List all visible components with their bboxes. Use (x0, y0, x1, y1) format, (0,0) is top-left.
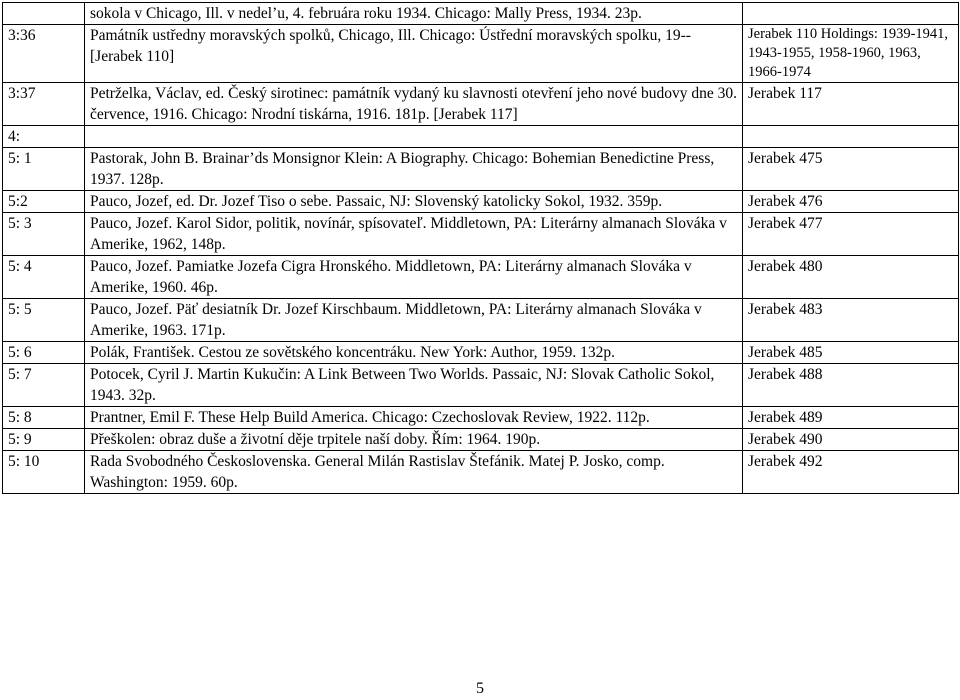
row-note: Jerabek 476 (743, 191, 959, 213)
row-number: 5: 8 (3, 407, 85, 429)
row-entry: Pauco, Jozef. Karol Sidor, politik, novínár, spísovateľ. Middletown, PA: Literárny almanach Slováka v Amerike, 1962, 148p. (85, 213, 743, 256)
row-note: Jerabek 480 (743, 256, 959, 299)
table-row (3, 407, 959, 429)
row-note (743, 126, 959, 148)
row-number: 5: 10 (3, 451, 85, 494)
row-number: 5: 6 (3, 342, 85, 364)
table-row (3, 364, 959, 407)
row-number: 5: 1 (3, 148, 85, 191)
table-row (3, 126, 959, 148)
row-entry: Pastorak, John B. Brainar’ds Monsignor Klein: A Biography. Chicago: Bohemian Benedictine Press, 1937. 128p. (85, 148, 743, 191)
row-entry: Potocek, Cyril J. Martin Kukučin: A Link Between Two Worlds. Passaic, NJ: Slovak Catholic Sokol, 1943. 32p. (85, 364, 743, 407)
row-note: Jerabek 489 (743, 407, 959, 429)
table-row (3, 299, 959, 342)
row-number: 5: 5 (3, 299, 85, 342)
row-entry: Petrželka, Václav, ed. Český sirotinec: památník vydaný ku slavnosti otevření jeho nové budovy dne 30. července, 1916. Chicago: Nrodní tiskárna, 1916. 181p. [Jerabek 117] (85, 83, 743, 126)
row-number: 3:37 (3, 83, 85, 126)
row-number: 5:2 (3, 191, 85, 213)
table-row (3, 83, 959, 126)
table-row (3, 213, 959, 256)
row-entry: Polák, František. Cestou ze sovětského koncentráku. New York: Author, 1959. 132p. (85, 342, 743, 364)
row-note: Jerabek 490 (743, 429, 959, 451)
row-entry: Přeškolen: obraz duše a životní děje trpitele naší doby. Řím: 1964. 190p. (85, 429, 743, 451)
row-entry: sokola v Chicago, Ill. v nedel’u, 4. februára roku 1934. Chicago: Mally Press, 1934. 23p. (85, 3, 743, 25)
row-number: 4: (3, 126, 85, 148)
row-number: 5: 9 (3, 429, 85, 451)
table-row (3, 256, 959, 299)
row-note: Jerabek 485 (743, 342, 959, 364)
table-row (3, 451, 959, 494)
catalog-table (2, 2, 959, 494)
row-note: Jerabek 110 Holdings: 1939-1941, 1943-1955, 1958-1960, 1963, 1966-1974 (743, 25, 959, 83)
page-number: 5 (476, 680, 484, 697)
row-entry: Pauco, Jozef, ed. Dr. Jozef Tiso o sebe. Passaic, NJ: Slovenský katolicky Sokol, 1932. 359p. (85, 191, 743, 213)
row-number: 5: 7 (3, 364, 85, 407)
row-entry: Prantner, Emil F. These Help Build America. Chicago: Czechoslovak Review, 1922. 112p. (85, 407, 743, 429)
row-number: 5: 3 (3, 213, 85, 256)
table-row (3, 342, 959, 364)
row-entry: Rada Svobodného Československa. General Milán Rastislav Štefánik. Matej P. Josko, comp. Washington: 1959. 60p. (85, 451, 743, 494)
row-note: Jerabek 477 (743, 213, 959, 256)
row-entry: Památník ustředny moravských spolků, Chicago, Ill. Chicago: Ústřední moravských spolku, 19-- [Jerabek 110] (85, 25, 743, 83)
row-note: Jerabek 483 (743, 299, 959, 342)
row-entry (85, 126, 743, 148)
row-number: 5: 4 (3, 256, 85, 299)
row-note (743, 3, 959, 25)
row-entry: Pauco, Jozef. Pamiatke Jozefa Cigra Hronského. Middletown, PA: Literárny almanach Slováka v Amerike, 1960. 46p. (85, 256, 743, 299)
row-note: Jerabek 488 (743, 364, 959, 407)
row-note: Jerabek 492 (743, 451, 959, 494)
row-number: 3:36 (3, 25, 85, 83)
table-row (3, 429, 959, 451)
table-row (3, 3, 959, 25)
row-note: Jerabek 475 (743, 148, 959, 191)
table-row (3, 25, 959, 83)
table-row (3, 191, 959, 213)
row-note: Jerabek 117 (743, 83, 959, 126)
table-row (3, 148, 959, 191)
row-entry: Pauco, Jozef. Päť desiatník Dr. Jozef Kirschbaum. Middletown, PA: Literárny almanach Slováka v Amerike, 1963. 171p. (85, 299, 743, 342)
row-number (3, 3, 85, 25)
